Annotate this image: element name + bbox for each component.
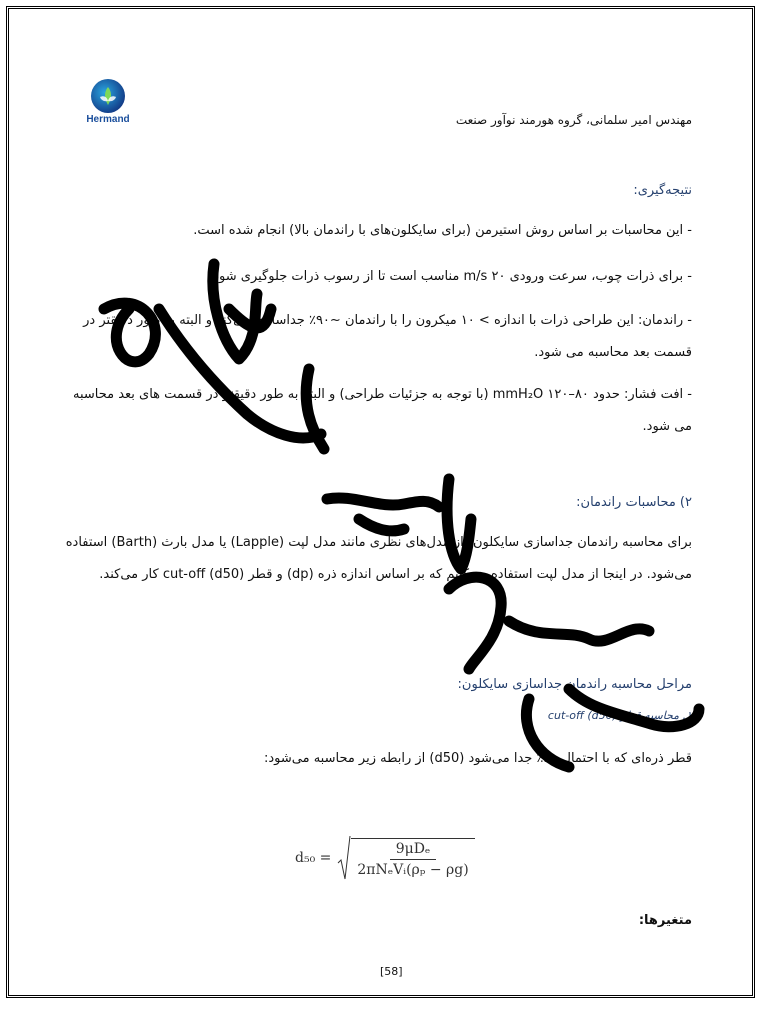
d50-formula [295, 835, 475, 881]
logo-text: Hermand [86, 114, 130, 125]
step-1-description: قطر ذره‌ای که با احتمال ۵۰٪ جدا می‌شود (d50) از رابطه زیر محاسبه می‌شود: [263, 751, 692, 766]
conclusion-item: - راندمان: این طراحی ذرات با اندازه > ۱۰ میکرون را با راندمان ~۹۰٪ جداسازی می‌کند و البته به طور دقیقتر در قسمت بعد محاسبه می شود. [83, 313, 692, 360]
efficiency-paragraph: برای محاسبه راندمان جداسازی سایکلون (از مدل‌های نظری مانند مدل لپت (Lapple) یا مدل بارث (Barth) استفاده می‌شود. در اینجا از مدل لپت استفاده می‌کنیم که بر اساس اندازه ذره (dp) و قطر cut-off (d50) کار می‌کند. [65, 535, 692, 582]
variables-heading: متغیرها: [638, 913, 692, 928]
conclusion-heading: نتیجه‌گیری: [633, 183, 692, 198]
formula-denominator: 2πNₑVᵢ(ρₚ − ρg) [357, 862, 469, 878]
square-root [337, 835, 474, 881]
radical-sign-icon [337, 835, 351, 881]
logo-emblem-icon [91, 79, 125, 113]
conclusion-item: - برای ذرات چوب، سرعت ورودی ۲۰ m/s مناسب است تا از رسوب ذرات جلوگیری شود. [209, 269, 692, 284]
formula-lhs: d₅₀ = [295, 850, 332, 866]
efficiency-heading: ۲) محاسبات راندمان: [576, 495, 692, 510]
company-logo [79, 79, 137, 125]
conclusion-item: - افت فشار: حدود ۸۰–۱۲۰ mmH₂O (با توجه به جزئیات طراحی) و البته به طور دقیقتر در قسمت های بعد محاسبه می شود. [72, 387, 692, 434]
document-page [6, 6, 755, 998]
conclusion-item: - این محاسبات بر اساس روش استیرمن (برای سایکلون‌های با راندمان بالا) انجام شده است. [193, 223, 692, 238]
page-number: [58] [380, 965, 403, 978]
formula-numerator: 9μDₑ [390, 841, 437, 860]
page-header: مهندس امیر سلمانی، گروه هورمند نوآور صنعت [455, 113, 692, 127]
formula-fraction [351, 838, 474, 878]
steps-heading: مراحل محاسبه راندمان جداسازی سایکلون: [457, 677, 692, 692]
step-1-title: ۱. محاسبه قطر cut-off (d50) [547, 709, 692, 722]
